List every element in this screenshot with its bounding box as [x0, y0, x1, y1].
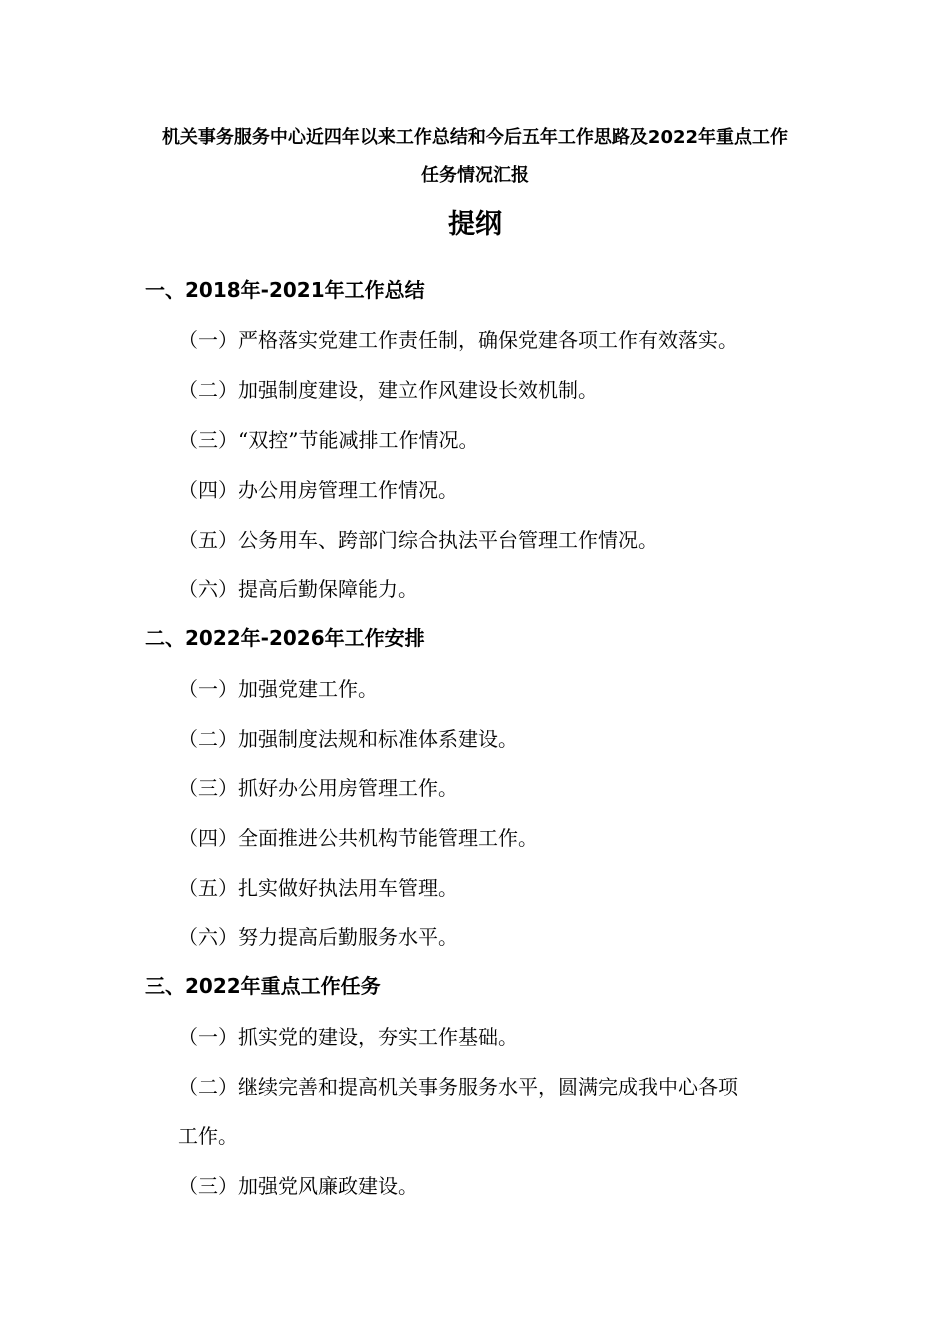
- list-item: （五）公务用车、跨部门综合执法平台管理工作情况。: [178, 528, 658, 552]
- list-item: （二）继续完善和提高机关事务服务水平，圆满完成我中心各项: [178, 1075, 738, 1099]
- list-item-continuation: 工作。: [178, 1124, 238, 1148]
- document-title-line-1: 机关事务服务中心近四年以来工作总结和今后五年工作思路及2022年重点工作: [161, 127, 789, 148]
- section-heading-3: 三、2022年重点工作任务: [145, 974, 381, 998]
- outline-heading: 提纲: [448, 209, 502, 240]
- section-heading-1: 一、2018年-2021年工作总结: [145, 278, 425, 302]
- list-item: （二）加强制度法规和标准体系建设。: [178, 727, 518, 751]
- list-item: （六）提高后勤保障能力。: [178, 577, 418, 601]
- list-item: （二）加强制度建设，建立作风建设长效机制。: [178, 378, 598, 402]
- list-item: （三）抓好办公用房管理工作。: [178, 776, 458, 800]
- list-item: （一）抓实党的建设，夯实工作基础。: [178, 1025, 518, 1049]
- list-item: （四）办公用房管理工作情况。: [178, 478, 458, 502]
- list-item: （一）严格落实党建工作责任制，确保党建各项工作有效落实。: [178, 328, 738, 352]
- list-item: （五）扎实做好执法用车管理。: [178, 876, 458, 900]
- list-item: （三）加强党风廉政建设。: [178, 1174, 418, 1198]
- list-item: （四）全面推进公共机构节能管理工作。: [178, 826, 538, 850]
- document-title-line-2: 任务情况汇报: [421, 165, 529, 186]
- section-heading-2: 二、2022年-2026年工作安排: [145, 626, 425, 650]
- list-item: （一）加强党建工作。: [178, 677, 378, 701]
- list-item: （六）努力提高后勤服务水平。: [178, 925, 458, 949]
- list-item: （三）“双控”节能减排工作情况。: [178, 428, 479, 452]
